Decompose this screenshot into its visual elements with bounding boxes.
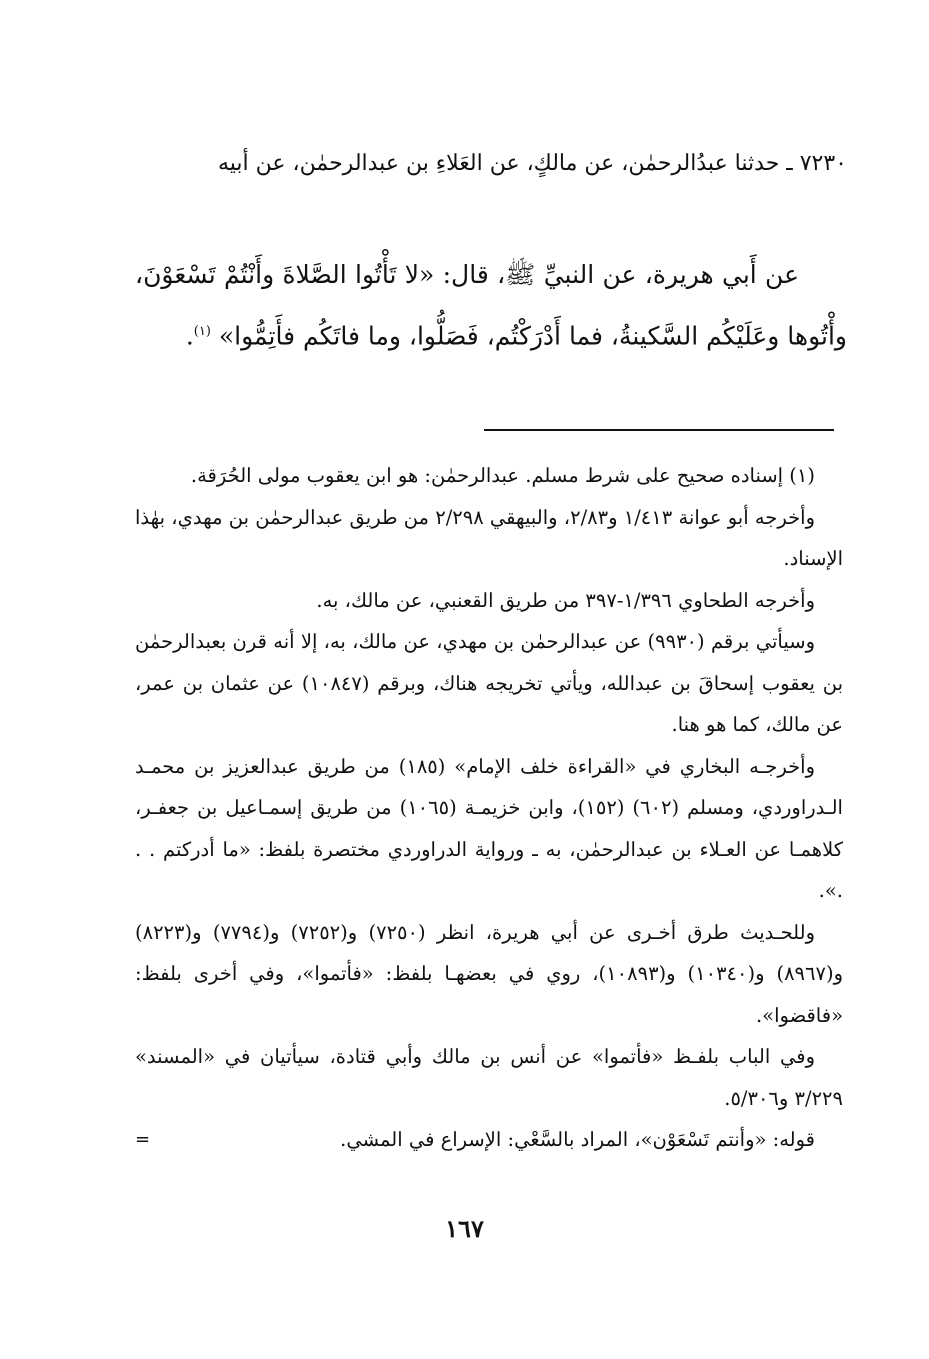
footnote-paragraph: وأخرجه الطحاوي ١/٣٩٦-٣٩٧ من طريق القعنبي، عن مالك، به.: [316, 588, 815, 612]
footnote-last-text: قوله: «وأنتم تَسْعَوْن»، المراد بالسَّعْي: الإسراع في المشي.: [340, 1128, 815, 1151]
footnote-paragraph: وأخرجـه البخاري في «القراءة خلف الإمام» (١٨٥) من طريق عبدالعزيز بن محمـد الـدراوردي، ومسلم (٦٠٢) (١٥٢)، وابن خزيمـة (١٠٦٥) من طريق إسمـاعيل بن جعفـر، كلاهمـا عن العـلاء بن عبدالرحمٰن، به ـ ورواية الدراوردي مختصرة بلفظ: «ما أدركتم . . .».: [135, 754, 843, 902]
footnote-separator: [484, 429, 834, 431]
footnote-reference[interactable]: (١): [193, 324, 211, 339]
hadith-chain-text: ٧٢٣٠ ـ حدثنا عبدُالرحمٰن، عن مالكٍ، عن العَلاءِ بن عبدالرحمٰن، عن أبيه: [217, 151, 847, 176]
hadith-text: [135, 246, 847, 364]
continuation-mark: =: [135, 1129, 151, 1150]
hadith-end-mark: .: [185, 321, 194, 351]
footnotes-section: [135, 455, 843, 1161]
footnote-paragraph: (١) إسناده صحيح على شرط مسلم. عبدالرحمٰن: هو ابن يعقوب مولى الحُرَقة.: [190, 464, 815, 487]
page-number: ١٦٧: [445, 1214, 484, 1243]
footnote-paragraph: وللحـديث طرق أخـرى عن أبي هريرة، انظر (٧٢٥٠) و(٧٢٥٢) و(٧٧٩٤) و(٨٢٢٣) و(٨٩٦٧) و(١٠٣٤٠) و(١٠٨٩٣)، روي في بعضهـا بلفظ: «فأتموا»، وفي أخرى بلفظ: «فاقضوا».: [135, 920, 844, 1027]
footnote-paragraph: وفي الباب بلفـظ «فأتموا» عن أنس بن مالك وأبي قتادة، سيأتيان في «المسند» ٣/٢٢٩ و٥/٣٠٦.: [135, 1045, 843, 1110]
footnote-last-line: [135, 1119, 843, 1161]
footnote-paragraph: وسيأتي برقم (٩٩٣٠) عن عبدالرحمٰن بن مهدي، عن مالك، به، إلا أنه قرن بعبدالرحمٰن بن يعقوب إسحاقَ بن عبدالله، ويأتي تخريجه هناك، وبرقم (١٠٨٤٧) عن عثمان بن عمر، عن مالك، كما هو هنا.: [135, 630, 843, 736]
footnote-paragraph: وأخرجه أبو عوانة ١/٤١٣ و٢/٨٣، والبيهقي ٢/٢٩٨ من طريق عبدالرحمٰن بن مهدي، بهٰذا الإسناد.: [135, 505, 843, 570]
hadith-chain: [135, 142, 847, 186]
hadith-body-text: عن أَبي هريرة، عن النبيِّ ﷺ، قال: «لا تَأْتُوا الصَّلاةَ وأَنْتُمْ تَسْعَوْنَ، وأْتُوها وعَلَيْكُم السَّكينةُ، فما أَدْرَكْتُم، فَصَلُّوا، وما فاتَكُم فأَتِمُّوا»: [135, 260, 847, 351]
